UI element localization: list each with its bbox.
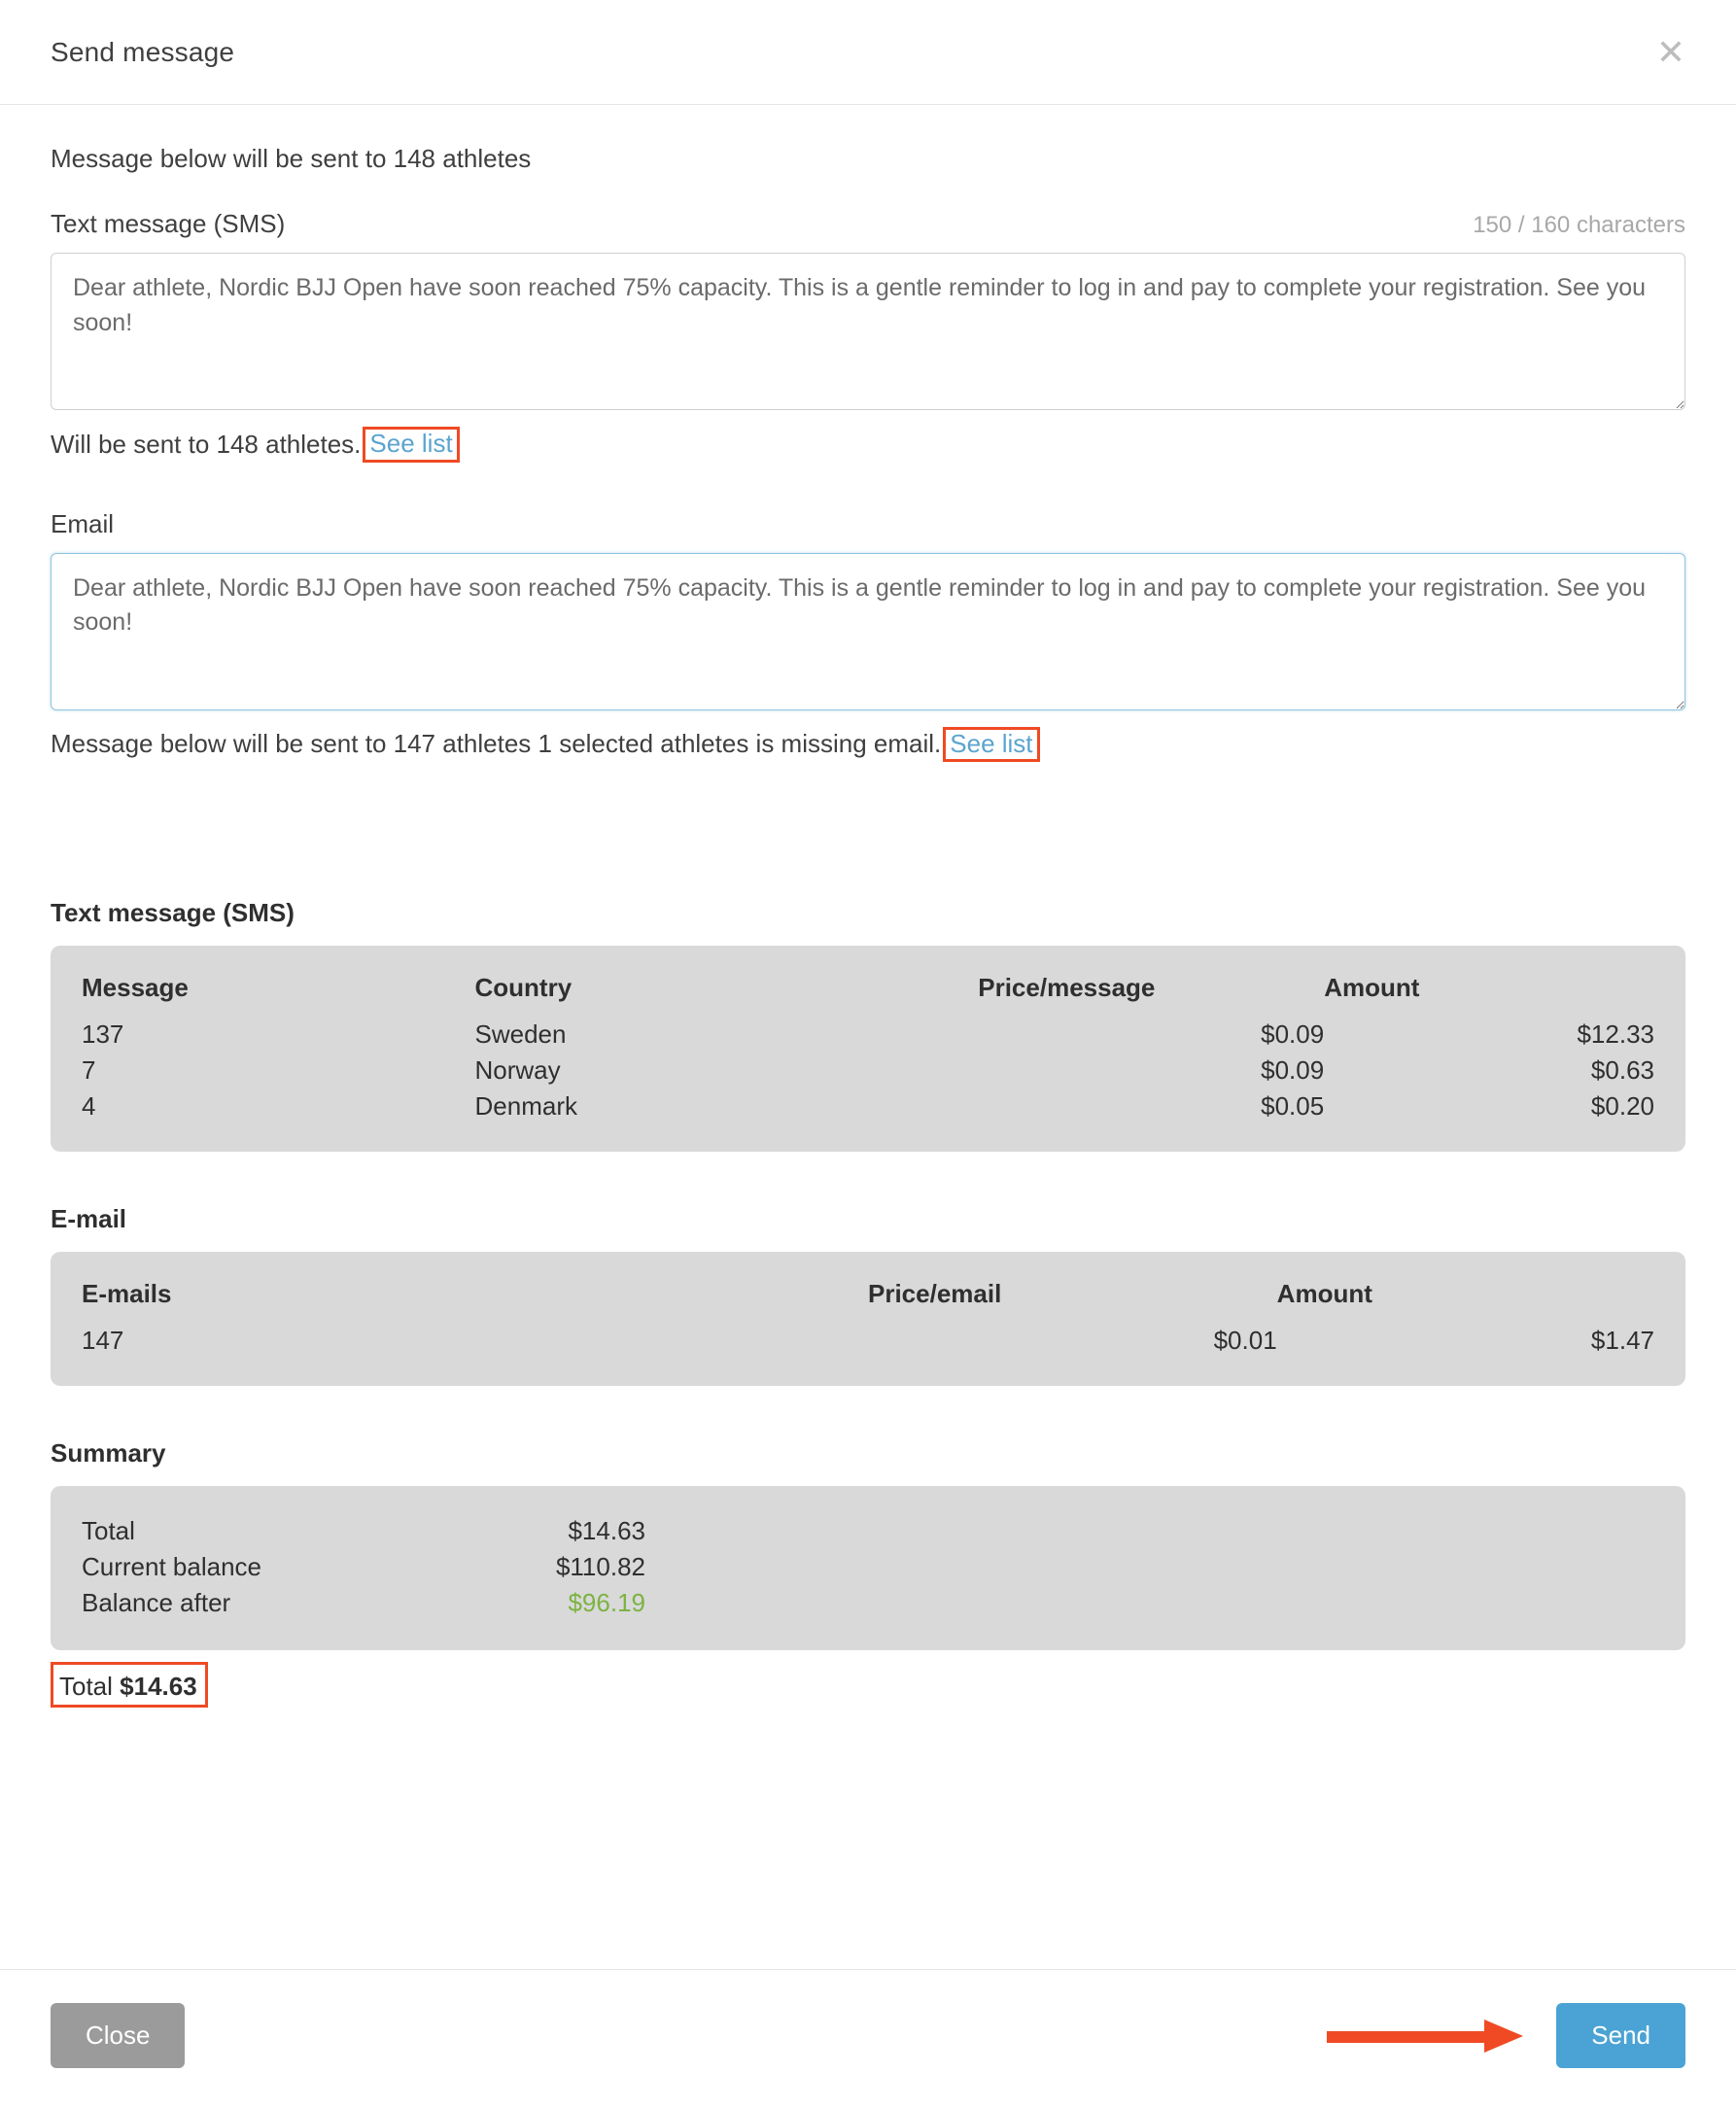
cell-message: 137 [82,1019,124,1050]
table-row [82,1017,1654,1053]
cell-price: $0.05 [1261,1091,1325,1122]
total-label: Total [59,1672,113,1702]
cell-emails: 147 [82,1326,124,1356]
sms-col-country: Country [474,973,573,1003]
summary-value-total: $14.63 [568,1516,645,1546]
cell-country: Norway [474,1055,561,1086]
cell-amount: $0.63 [1590,1055,1654,1086]
table-row [82,1053,1654,1088]
total-value: $14.63 [120,1672,197,1702]
email-field-label: Email [51,508,115,538]
arrow-annotation-icon [1327,2020,1531,2053]
email-helper-text: Message below will be sent to 147 athletes 1 selected athletes is missing email. [51,729,942,759]
summary-label-balance-after: Balance after [82,1588,231,1618]
sms-col-message: Message [82,973,189,1003]
sms-cost-section-title: Text message (SMS) [51,898,295,928]
sms-col-amount: Amount [1324,973,1420,1003]
cell-message: 4 [82,1091,96,1122]
summary-section-title: Summary [51,1438,166,1468]
table-row [82,1088,1654,1124]
sms-col-price: Price/message [978,973,1156,1003]
close-icon[interactable]: ✕ [1655,31,1685,72]
email-helper-row [51,727,1685,763]
cell-message: 7 [82,1055,96,1086]
cell-country: Sweden [474,1019,567,1050]
cell-amount: $1.47 [1590,1326,1654,1356]
cell-price: $0.09 [1261,1019,1325,1050]
sms-helper-text: Will be sent to 148 athletes. [51,429,362,459]
email-see-list-highlight [943,727,1039,763]
cell-price: $0.09 [1261,1055,1325,1086]
email-see-list-link[interactable]: See list [950,728,1033,758]
summary-panel [51,1486,1685,1650]
sms-textarea[interactable] [51,253,1685,410]
recipients-summary-text: Message below will be sent to 148 athletes [51,144,532,173]
sms-cost-panel [51,946,1685,1152]
total-highlight [51,1662,208,1708]
dialog-body [0,105,1736,1936]
summary-value-balance-after: $96.19 [568,1588,645,1618]
sms-character-counter: 150 / 160 characters [1473,212,1685,238]
email-col-price: Price/email [868,1279,1002,1309]
email-cost-panel [51,1252,1685,1386]
sms-label-row [51,209,1685,239]
sms-cost-table [82,969,1654,1124]
summary-row-current-balance [82,1549,645,1585]
table-header-row [82,1275,1654,1323]
page-title: Send message [51,36,235,67]
summary-label-current-balance: Current balance [82,1552,261,1582]
email-cost-table [82,1275,1654,1359]
summary-value-current-balance: $110.82 [555,1552,645,1582]
email-col-emails: E-mails [82,1279,172,1309]
email-cost-section-title: E-mail [51,1204,127,1234]
summary-row-total [82,1513,645,1549]
email-col-amount: Amount [1276,1279,1372,1309]
dialog-header [0,0,1736,105]
send-button[interactable]: Send [1556,2003,1685,2068]
sms-field-label: Text message (SMS) [51,209,286,238]
cell-price: $0.01 [1213,1326,1277,1356]
close-button[interactable]: Close [51,2003,185,2068]
cell-amount: $0.20 [1590,1091,1654,1122]
footer-right-group [1327,2003,1685,2068]
sms-see-list-highlight [363,427,459,463]
dialog-footer [0,1969,1736,2107]
summary-label-total: Total [82,1516,135,1546]
table-row [82,1323,1654,1359]
summary-table [82,1513,645,1621]
sms-helper-row [51,427,1685,463]
sms-see-list-link[interactable]: See list [369,429,453,458]
summary-row-balance-after [82,1585,645,1621]
email-textarea[interactable] [51,553,1685,710]
table-header-row [82,969,1654,1017]
cell-amount: $12.33 [1577,1019,1654,1050]
total-line [59,1672,197,1702]
email-label-row [51,509,1685,539]
cell-country: Denmark [474,1091,577,1122]
